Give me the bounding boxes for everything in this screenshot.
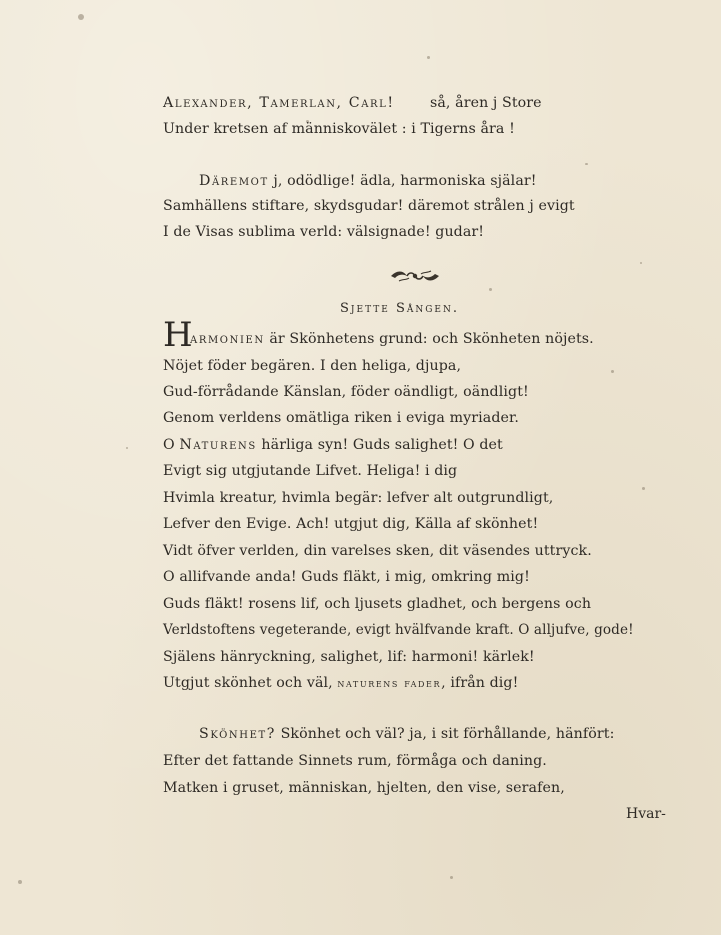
poem-line: Gud-förrådande Känslan, föder oändligt, oändligt!	[163, 384, 529, 400]
poem-line: Vidt öfver verlden, din varelses sken, dit väsendes uttryck.	[163, 543, 592, 559]
poem-line	[163, 674, 518, 692]
line-text: O	[163, 437, 175, 453]
paper-speck	[611, 370, 614, 373]
line-text: så, åren j Store	[429, 95, 542, 111]
paper-speck	[126, 447, 128, 449]
line-text: , ifrån dig!	[441, 675, 519, 691]
emphasized-word: Däremot	[199, 173, 269, 189]
poem-line: Samhällens stiftare, skydsgudar! däremot strålen j evigt	[163, 198, 575, 214]
poem-line	[199, 172, 537, 190]
poem-line	[190, 330, 594, 348]
line-text: härliga syn! Guds salighet! O det	[261, 437, 503, 453]
emphasized-names: Alexander, Tamerlan, Carl!	[163, 95, 395, 111]
drop-cap: H	[163, 315, 193, 355]
catchword: Hvar-	[626, 806, 666, 822]
poem-line	[199, 725, 614, 743]
poem-line: I de Visas sublima verld: välsignade! gudar!	[163, 224, 485, 240]
song-title: Sjette Sången.	[340, 301, 460, 316]
poem-line: Verldstoftens vegeterande, evigt hvälfvande kraft. O alljufve, gode!	[163, 622, 634, 638]
line-text: j, odödlige! ädla, harmoniska själar!	[273, 173, 537, 189]
paper-speck	[450, 876, 453, 879]
emphasized-word: Naturens	[179, 437, 257, 453]
poem-line: Genom verldens omätliga riken i eviga myriader.	[163, 410, 519, 426]
paper-speck	[640, 262, 642, 264]
emphasized-phrase: naturens fader	[337, 676, 442, 690]
paper-speck	[18, 880, 22, 884]
paper-speck	[427, 56, 430, 59]
paper-speck	[78, 14, 84, 20]
poem-line	[163, 94, 542, 112]
poem-line: Nöjet föder begären. I den heliga, djupa,	[163, 358, 462, 374]
line-text: är Skönhetens grund: och Skönheten nöjets.	[269, 331, 594, 347]
fleuron-ornament-icon	[389, 268, 441, 284]
poem-line: O allifvande anda! Guds fläkt, i mig, omkring mig!	[163, 569, 530, 585]
emphasized-word: armonien	[190, 331, 265, 347]
poem-line: Lefver den Evige. Ach! utgjut dig, Källa af skönhet!	[163, 516, 539, 532]
poem-line: Hvimla kreatur, hvimla begär: lefver alt outgrundligt,	[163, 490, 554, 506]
poem-line: Matken i gruset, människan, hjelten, den vise, serafen,	[163, 780, 565, 796]
line-text: Utgjut skönhet och väl,	[163, 675, 333, 691]
poem-line: Evigt sig utgjutande Lifvet. Heliga! i dig	[163, 463, 458, 479]
poem-line: Guds fläkt! rosens lif, och ljusets gladhet, och bergens och	[163, 596, 592, 612]
paper-speck	[642, 487, 645, 490]
poem-line	[163, 436, 503, 454]
paper-speck	[489, 288, 492, 291]
paper-speck	[585, 163, 588, 165]
poem-line: Själens hänryckning, salighet, lif: harmoni! kärlek!	[163, 649, 535, 665]
emphasized-word: Skönhet?	[199, 726, 276, 742]
line-text: Skönhet och väl? ja, i sit förhållande, hänfört:	[280, 726, 615, 742]
poem-line: Under kretsen af människovälet : i Tigerns åra !	[163, 121, 515, 137]
poem-line: Efter det fattande Sinnets rum, förmåga och daning.	[163, 753, 547, 769]
